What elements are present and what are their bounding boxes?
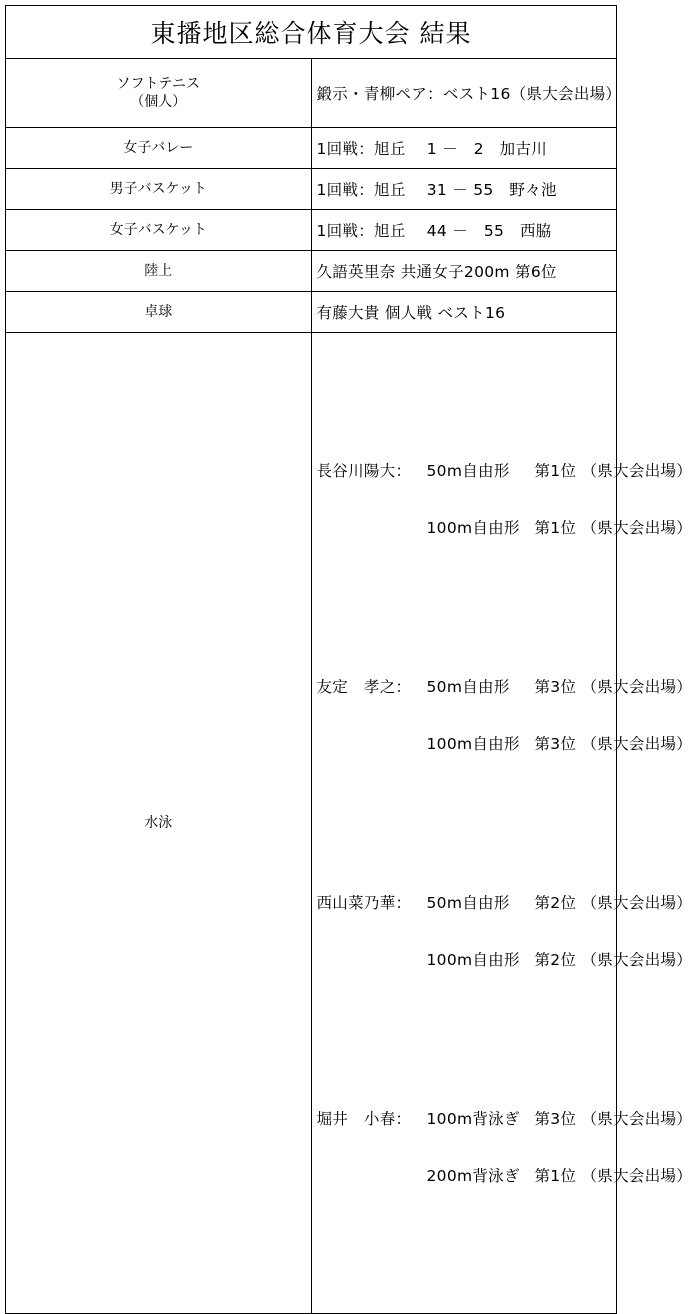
swim-event: 100m自由形 (427, 518, 535, 539)
swim-place: 第1位 （県大会出場） (535, 461, 692, 482)
swimmer-line (317, 893, 617, 914)
result-cell: 久語英里奈 共通女子200m 第6位 (311, 251, 617, 292)
result-cell: 鍛示・青柳ペア：ベスト16（県大会出場） (311, 59, 617, 128)
category-cell: 水泳 (6, 333, 312, 1314)
results-sheet (5, 5, 617, 558)
swimmer-name: 友定 孝之： (317, 677, 427, 698)
swimmer-name: 西山菜乃華： (317, 893, 427, 914)
swim-place: 第2位 （県大会出場） (535, 893, 692, 914)
swim-place: 第1位 （県大会出場） (535, 518, 692, 539)
swimmer-line (317, 1166, 617, 1187)
swim-event: 50m自由形 (427, 461, 535, 482)
category-cell: 女子バスケット (6, 210, 312, 251)
swimmer-entry (317, 425, 617, 575)
swimmer-entry (317, 641, 617, 791)
swim-event: 50m自由形 (427, 893, 535, 914)
swim-place: 第1位 （県大会出場） (535, 1166, 692, 1187)
swim-place: 第2位 （県大会出場） (535, 950, 692, 971)
result-cell: 有藤大貴 個人戦 ベスト16 (311, 292, 617, 333)
category-cell: 男子バスケット (6, 169, 312, 210)
swimmer-line (317, 950, 617, 971)
result-cell: 1回戦：旭丘 44 － 55 西脇 (311, 210, 617, 251)
swim-event: 100m背泳ぎ (427, 1109, 535, 1130)
swimmer-list (317, 369, 617, 1277)
category-cell: 卓球 (6, 292, 312, 333)
result-cell: 1回戦：旭丘 1 － 2 加古川 (311, 128, 617, 169)
table-row (6, 128, 617, 169)
title-row (6, 6, 617, 59)
category-cell (6, 59, 312, 128)
table-row (6, 292, 617, 333)
results-table (5, 5, 617, 1314)
swim-event: 100m自由形 (427, 734, 535, 755)
category-label: ソフトテニス （個人） (6, 75, 311, 111)
swimmer-entry (317, 1073, 617, 1223)
swim-place: 第3位 （県大会出場） (535, 677, 692, 698)
result-cell: 1回戦：旭丘 31 － 55 野々池 (311, 169, 617, 210)
category-cell: 女子バレー (6, 128, 312, 169)
category-cell: 陸上 (6, 251, 312, 292)
table-row (6, 169, 617, 210)
swimmer-line (317, 461, 617, 482)
swimmer-entry (317, 857, 617, 1007)
table-row (6, 59, 617, 128)
table-row (6, 210, 617, 251)
swimming-result-cell (311, 333, 617, 1314)
swim-event: 100m自由形 (427, 950, 535, 971)
swim-place: 第3位 （県大会出場） (535, 1109, 692, 1130)
swimmer-name: 堀井 小春： (317, 1109, 427, 1130)
swimmer-line (317, 518, 617, 539)
swim-event: 200m背泳ぎ (427, 1166, 535, 1187)
swim-place: 第3位 （県大会出場） (535, 734, 692, 755)
swimmer-line (317, 677, 617, 698)
page-title: 東播地区総合体育大会 結果 (6, 6, 617, 59)
swimmer-line (317, 1109, 617, 1130)
swim-event: 50m自由形 (427, 677, 535, 698)
table-row (6, 251, 617, 292)
swimmer-name: 長谷川陽大： (317, 461, 427, 482)
swimmer-line (317, 734, 617, 755)
table-row (6, 333, 617, 1314)
